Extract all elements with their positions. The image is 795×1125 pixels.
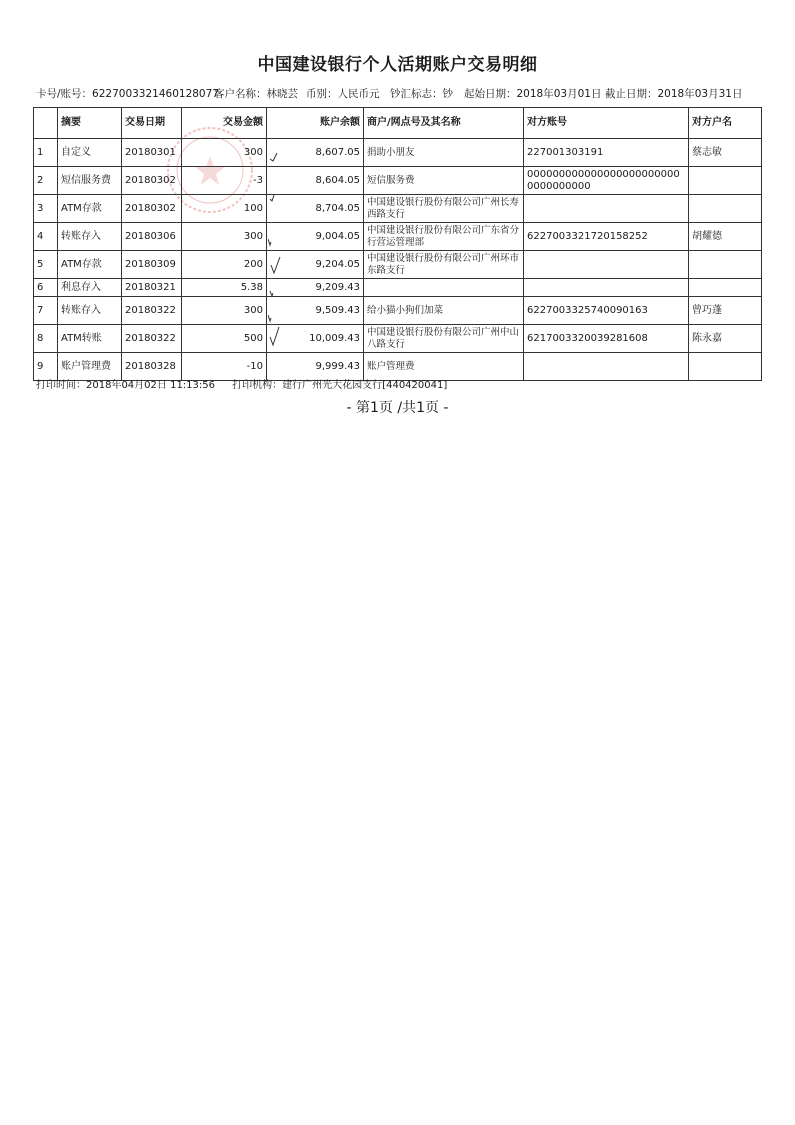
- row-number: 9: [34, 353, 58, 381]
- table-row: [34, 139, 762, 167]
- start-date: 起始日期：2018年03月01日: [464, 88, 602, 100]
- summary-cell: ATM存款: [58, 195, 122, 223]
- row-number: 5: [34, 251, 58, 279]
- merchant-cell: 给小猫小狗们加菜: [364, 297, 524, 325]
- counterparty-name-cell: 曾巧蓬: [689, 297, 762, 325]
- column-header: 对方账号: [524, 108, 689, 139]
- balance-cell: 10,009.43: [267, 325, 364, 353]
- row-number: 6: [34, 279, 58, 297]
- row-number: 3: [34, 195, 58, 223]
- date-cell: 20180306: [122, 223, 182, 251]
- table-header-row: [34, 108, 762, 139]
- balance-cell: 9,209.43: [267, 279, 364, 297]
- date-cell: 20180328: [122, 353, 182, 381]
- counterparty-name-cell: [689, 167, 762, 195]
- column-header: 商户/网点号及其名称: [364, 108, 524, 139]
- counterparty-name-cell: [689, 251, 762, 279]
- merchant-cell: 捐助小朋友: [364, 139, 524, 167]
- counterparty-account-cell: [524, 353, 689, 381]
- print-time: 打印时间：2018年04月02日 11:13:56: [36, 380, 215, 391]
- account-meta: [36, 86, 766, 102]
- page-number: - 第1页 /共1页 -: [346, 400, 449, 416]
- table-body: [34, 139, 762, 381]
- date-cell: 20180322: [122, 297, 182, 325]
- balance-cell: 9,999.43: [267, 353, 364, 381]
- merchant-cell: 短信服务费: [364, 167, 524, 195]
- merchant-cell: [364, 279, 524, 297]
- counterparty-name-cell: [689, 353, 762, 381]
- transaction-table: [33, 107, 762, 381]
- row-number: 7: [34, 297, 58, 325]
- summary-cell: 利息存入: [58, 279, 122, 297]
- amount-cell: 200: [182, 251, 267, 279]
- summary-cell: 转账存入: [58, 223, 122, 251]
- amount-cell: 300: [182, 139, 267, 167]
- counterparty-account-cell: 0000000000000000000000000000000000: [524, 167, 689, 195]
- column-header: 对方户名: [689, 108, 762, 139]
- column-header: 交易日期: [122, 108, 182, 139]
- balance-cell: 9,509.43: [267, 297, 364, 325]
- column-header: 交易金额: [182, 108, 267, 139]
- column-header: 账户余额: [267, 108, 364, 139]
- amount-cell: -3: [182, 167, 267, 195]
- counterparty-account-cell: 227001303191: [524, 139, 689, 167]
- counterparty-account-cell: [524, 279, 689, 297]
- merchant-cell: 账户管理费: [364, 353, 524, 381]
- merchant-cell: 中国建设银行股份有限公司广州长寿西路支行: [364, 195, 524, 223]
- date-cell: 20180302: [122, 195, 182, 223]
- table-row: [34, 325, 762, 353]
- balance-cell: 8,607.05: [267, 139, 364, 167]
- counterparty-name-cell: 胡耀德: [689, 223, 762, 251]
- counterparty-name-cell: 陈永嘉: [689, 325, 762, 353]
- end-date: 截止日期：2018年03月31日: [605, 88, 743, 100]
- date-cell: 20180301: [122, 139, 182, 167]
- balance-cell: 8,704.05: [267, 195, 364, 223]
- summary-cell: ATM转账: [58, 325, 122, 353]
- row-number: 4: [34, 223, 58, 251]
- balance-cell: 9,204.05: [267, 251, 364, 279]
- summary-cell: 账户管理费: [58, 353, 122, 381]
- date-cell: 20180302: [122, 167, 182, 195]
- table-row: [34, 195, 762, 223]
- row-number: 8: [34, 325, 58, 353]
- column-header: 摘要: [58, 108, 122, 139]
- summary-cell: 自定义: [58, 139, 122, 167]
- column-header: [34, 108, 58, 139]
- table-row: [34, 251, 762, 279]
- summary-cell: ATM存款: [58, 251, 122, 279]
- row-number: 1: [34, 139, 58, 167]
- summary-cell: 转账存入: [58, 297, 122, 325]
- table-row: [34, 223, 762, 251]
- row-number: 2: [34, 167, 58, 195]
- table-row: [34, 279, 762, 297]
- date-cell: 20180322: [122, 325, 182, 353]
- summary-cell: 短信服务费: [58, 167, 122, 195]
- counterparty-account-cell: [524, 195, 689, 223]
- amount-cell: 500: [182, 325, 267, 353]
- counterparty-name-cell: [689, 279, 762, 297]
- counterparty-account-cell: [524, 251, 689, 279]
- counterparty-account-cell: 6217003320039281608: [524, 325, 689, 353]
- page-title: 中国建设银行个人活期账户交易明细: [257, 55, 538, 75]
- print-org: 打印机构：建行广州光大花园支行[440420041]: [232, 380, 448, 391]
- merchant-cell: 中国建设银行股份有限公司广东省分行营运管理部: [364, 223, 524, 251]
- balance-cell: 8,604.05: [267, 167, 364, 195]
- amount-cell: 300: [182, 297, 267, 325]
- cash-flag: 钞汇标志：钞: [390, 88, 453, 100]
- counterparty-account-cell: 6227003321720158252: [524, 223, 689, 251]
- date-cell: 20180321: [122, 279, 182, 297]
- card-number: 卡号/账号：6227003321460128077: [36, 88, 219, 100]
- merchant-cell: 中国建设银行股份有限公司广州中山八路支行: [364, 325, 524, 353]
- balance-cell: 9,004.05: [267, 223, 364, 251]
- amount-cell: 5.38: [182, 279, 267, 297]
- amount-cell: 100: [182, 195, 267, 223]
- counterparty-account-cell: 6227003325740090163: [524, 297, 689, 325]
- table-row: [34, 167, 762, 195]
- amount-cell: -10: [182, 353, 267, 381]
- date-cell: 20180309: [122, 251, 182, 279]
- merchant-cell: 中国建设银行股份有限公司广州环市东路支行: [364, 251, 524, 279]
- print-footer: [36, 376, 461, 391]
- customer-name: 客户名称：林晓芸: [214, 88, 298, 100]
- amount-cell: 300: [182, 223, 267, 251]
- counterparty-name-cell: [689, 195, 762, 223]
- table-row: [34, 297, 762, 325]
- currency: 币别：人民币元: [306, 88, 380, 100]
- counterparty-name-cell: 蔡志敏: [689, 139, 762, 167]
